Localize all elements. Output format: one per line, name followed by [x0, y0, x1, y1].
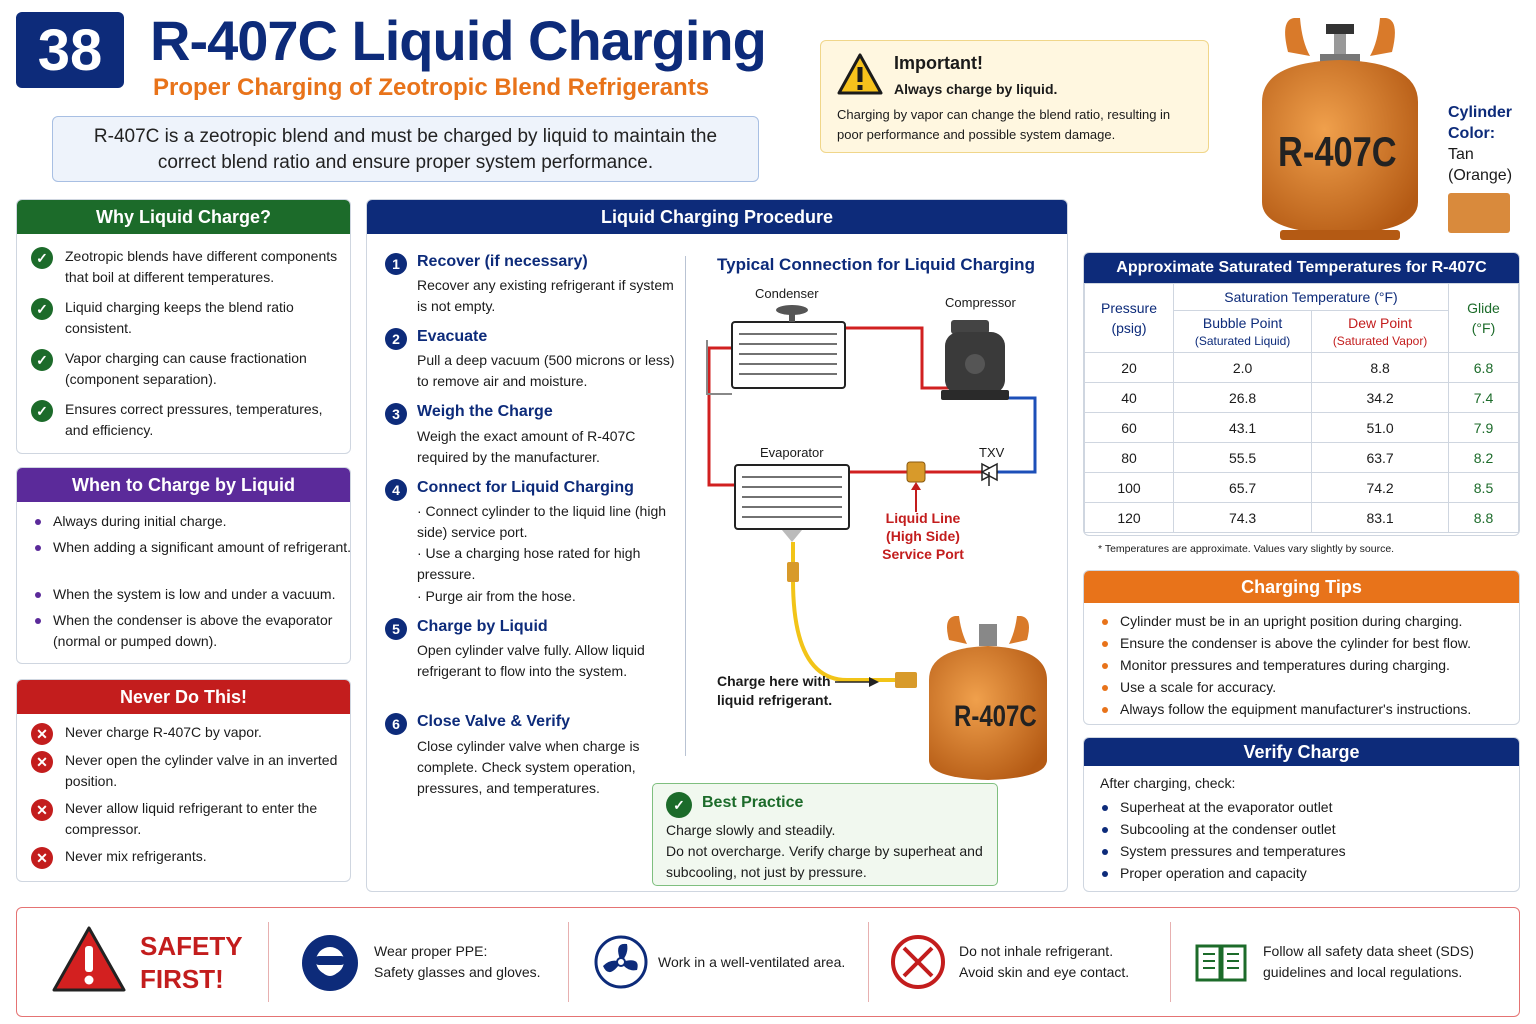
pressure-header-2: (psig) [1111, 320, 1147, 336]
glide-cell: 7.9 [1449, 413, 1519, 443]
safety-first-title [140, 930, 243, 996]
pressure-cell: 80 [1085, 443, 1174, 473]
saturation-table-row [1085, 473, 1519, 503]
best-practice-body [666, 820, 994, 883]
txv-label: TXV [979, 445, 1005, 460]
evaporator-coil [735, 465, 849, 542]
why-item: Zeotropic blends have different components that boil at different temperatures. [65, 248, 338, 285]
glide-cell: 7.4 [1449, 383, 1519, 413]
charge-here-line-1: Charge here with [717, 673, 831, 689]
why-item: Ensures correct pressures, temperatures, and efficiency. [65, 401, 323, 438]
intro-line-2: correct blend ratio and ensure proper system performance. [157, 152, 654, 173]
tips-title: Charging Tips [1084, 571, 1519, 603]
dew-header-2: (Saturated Vapor) [1332, 333, 1428, 348]
pressure-cell: 40 [1085, 383, 1174, 413]
glide-cell: 8.8 [1449, 503, 1519, 533]
step-4-bullet: · Use a charging hose rated for high pressure. [417, 545, 641, 582]
never-panel-title: Never Do This! [17, 680, 350, 714]
dew-point-cell: 63.7 [1312, 443, 1449, 473]
safety-first-bar [16, 907, 1520, 1017]
service-port-label-2: (High Side) [886, 528, 960, 544]
safety-divider [268, 922, 269, 1002]
step-2-body: Pull a deep vacuum (500 microns or less) to remove air and moisture. [417, 352, 675, 389]
saturation-table-row [1085, 413, 1519, 443]
saturation-table-row [1085, 503, 1519, 533]
pressure-cell: 120 [1085, 503, 1174, 533]
bubble-header-2: (Saturated Liquid) [1194, 333, 1291, 348]
bullet-icon [1102, 871, 1108, 877]
service-port-label-1: Liquid Line [885, 510, 961, 526]
glide-header-1: Glide [1467, 300, 1500, 316]
pressure-cell: 100 [1085, 473, 1174, 503]
ppe-line-1: Wear proper PPE: [374, 943, 488, 959]
dew-header-1: Dew Point [1348, 314, 1412, 331]
bubble-point-cell: 2.0 [1174, 353, 1312, 383]
intro-line-1: R-407C is a zeotropic blend and must be charged by liquid to maintain the [93, 126, 718, 147]
cylinder-color-heading [1448, 102, 1512, 144]
never-do-this-panel [16, 679, 351, 882]
step-4-bullet: · Connect cylinder to the liquid line (high side) service port. [417, 503, 667, 540]
step-5-body: Open cylinder valve fully. Allow liquid refrigerant to flow into the system. [417, 642, 645, 679]
glide-header-2: (°F) [1471, 320, 1496, 336]
never-item: Never allow liquid refrigerant to enter the compressor. [65, 800, 318, 837]
step-5-number: 5 [385, 618, 407, 640]
x-circle-icon: ✕ [31, 751, 53, 773]
cylinder-color-value-2: (Orange) [1448, 167, 1513, 184]
cylinder-color-value [1448, 144, 1512, 186]
pressure-header-1: Pressure [1100, 300, 1158, 316]
step-5-title: Charge by Liquid [417, 618, 548, 635]
bubble-point-cell: 55.5 [1174, 443, 1312, 473]
ventilation-text: Work in a well-ventilated area. [658, 954, 846, 970]
saturation-table-panel [1083, 252, 1520, 536]
bubble-header-1: Bubble Point [1202, 314, 1283, 331]
bullet-icon [35, 519, 41, 525]
verify-item: Proper operation and capacity [1120, 865, 1307, 881]
ppe-line-2: Safety glasses and gloves. [374, 964, 541, 980]
glide-cell: 8.2 [1449, 443, 1519, 473]
glide-cell: 8.5 [1449, 473, 1519, 503]
why-item: Vapor charging can cause fractionation (component separation). [65, 350, 307, 387]
bubble-point-cell: 65.7 [1174, 473, 1312, 503]
check-icon: ✓ [31, 349, 53, 371]
safety-divider [1170, 922, 1171, 1002]
step-4-title: Connect for Liquid Charging [417, 479, 634, 496]
sds-line-1: Follow all safety data sheet (SDS) [1263, 943, 1474, 959]
condenser-coil [732, 305, 845, 388]
charging-cylinder [929, 616, 1047, 780]
ppe-text [374, 941, 541, 983]
important-subtitle: Always charge by liquid. [894, 81, 1058, 97]
why-item: Liquid charging keeps the blend ratio consistent. [65, 299, 294, 336]
verify-title: Verify Charge [1084, 738, 1519, 766]
tip-item: Monitor pressures and temperatures during charging. [1120, 657, 1450, 673]
lesson-number-badge: 38 [16, 12, 124, 88]
pressure-cell: 60 [1085, 413, 1174, 443]
check-icon: ✓ [31, 298, 53, 320]
bubble-point-cell: 26.8 [1174, 383, 1312, 413]
check-icon: ✓ [31, 400, 53, 422]
tip-item: Cylinder must be in an upright position during charging. [1120, 613, 1463, 629]
saturation-table-title: Approximate Saturated Temperatures for R-407C [1084, 253, 1519, 283]
ventilation-fan-icon [593, 934, 649, 990]
pressure-cell: 20 [1085, 353, 1174, 383]
safety-divider [568, 922, 569, 1002]
when-item: When adding a significant amount of refrigerant. [53, 539, 352, 555]
hose-fitting [787, 562, 799, 582]
check-icon: ✓ [31, 247, 53, 269]
step-3-number: 3 [385, 403, 407, 425]
sds-book-icon [1193, 940, 1249, 984]
step-2-title: Evacuate [417, 328, 488, 345]
best-practice-line-2: Do not overcharge. Verify charge by superheat and subcooling, not just by pressure. [666, 843, 983, 880]
saturation-table [1084, 283, 1519, 533]
step-6-title: Close Valve & Verify [417, 713, 570, 730]
cylinder-label: R-407C [1278, 128, 1397, 175]
charging-tips-panel [1083, 570, 1520, 725]
tip-item: Ensure the condenser is above the cylinder for best flow. [1120, 635, 1471, 651]
bullet-icon [1102, 663, 1108, 669]
dew-point-cell: 34.2 [1312, 383, 1449, 413]
service-port-label [865, 509, 981, 563]
glide-cell: 6.8 [1449, 353, 1519, 383]
glide-header [1449, 284, 1519, 353]
suction-line [987, 398, 1035, 472]
safety-title-1: SAFETY [140, 931, 243, 961]
intro-box [52, 116, 759, 182]
bullet-icon [35, 618, 41, 624]
saturation-temp-header: Saturation Temperature (°F) [1174, 284, 1449, 311]
saturation-table-row [1085, 383, 1519, 413]
page-subtitle: Proper Charging of Zeotropic Blend Refrigerants [153, 74, 710, 101]
bullet-icon [1102, 641, 1108, 647]
step-3-body: Weigh the exact amount of R-407C required by the manufacturer. [417, 428, 636, 465]
step-1-body: Recover any existing refrigerant if system is not empty. [417, 277, 674, 314]
service-port-label-3: Service Port [882, 546, 964, 562]
safety-title-2: FIRST! [140, 964, 224, 994]
important-body: Charging by vapor can change the blend ratio, resulting in poor performance and possible system damage. [837, 107, 1171, 142]
saturation-table-row [1085, 443, 1519, 473]
verify-item: Subcooling at the condenser outlet [1120, 821, 1336, 837]
discharge-line [845, 328, 949, 388]
tip-item: Always follow the equipment manufacturer's instructions. [1120, 701, 1472, 717]
dew-point-header [1312, 311, 1449, 353]
table-note: * Temperatures are approximate. Values vary slightly by source. [1098, 543, 1395, 555]
check-icon: ✓ [666, 792, 692, 818]
charge-here-line-2: liquid refrigerant. [717, 692, 833, 708]
compressor-unit [941, 320, 1009, 400]
liquid-charging-procedure-panel [366, 199, 1068, 892]
when-panel-title: When to Charge by Liquid [17, 468, 350, 502]
sds-line-2: guidelines and local regulations. [1263, 964, 1463, 980]
x-circle-icon: ✕ [31, 723, 53, 745]
never-item: Never open the cylinder valve in an inverted position. [65, 752, 338, 789]
step-4-bullet: · Purge air from the hose. [417, 588, 576, 604]
never-item: Never charge R-407C by vapor. [65, 724, 262, 740]
bullet-icon [1102, 619, 1108, 625]
step-6-body: Close cylinder valve when charge is complete. Check system operation, pressures, and temperatures. [417, 738, 640, 796]
why-liquid-charge-panel [16, 199, 351, 454]
bubble-point-header [1174, 311, 1312, 353]
diagram-title: Typical Connection for Liquid Charging [717, 255, 1035, 274]
liquid-line-service-port [907, 462, 925, 512]
dew-point-cell: 51.0 [1312, 413, 1449, 443]
sds-text [1263, 941, 1474, 983]
evaporator-label: Evaporator [760, 445, 824, 460]
x-circle-icon: ✕ [31, 799, 53, 821]
bullet-icon [35, 592, 41, 598]
bubble-point-cell: 74.3 [1174, 503, 1312, 533]
verify-charge-panel [1083, 737, 1520, 892]
page-title: R-407C Liquid Charging [150, 9, 766, 72]
procedure-panel-title: Liquid Charging Procedure [367, 200, 1067, 234]
warning-icon [837, 53, 883, 95]
bullet-icon [35, 545, 41, 551]
when-item: Always during initial charge. [53, 513, 227, 529]
bullet-icon [1102, 707, 1108, 713]
when-item: When the condenser is above the evaporator (normal or pumped down). [53, 612, 333, 649]
dew-point-cell: 8.8 [1312, 353, 1449, 383]
important-callout [820, 40, 1209, 153]
condenser-label: Condenser [755, 286, 819, 301]
when-to-charge-panel [16, 467, 351, 664]
cylinder-color-value-1: Tan [1448, 146, 1474, 163]
never-item: Never mix refrigerants. [65, 848, 207, 864]
step-6-number: 6 [385, 713, 407, 735]
verify-item: Superheat at the evaporator outlet [1120, 799, 1333, 815]
bullet-icon [1102, 685, 1108, 691]
compressor-label: Compressor [945, 295, 1016, 310]
best-practice-line-1: Charge slowly and steadily. [666, 822, 836, 838]
bullet-icon [1102, 827, 1108, 833]
small-cylinder-label: R-407C [954, 700, 1037, 733]
step-2-number: 2 [385, 328, 407, 350]
bullet-icon [1102, 849, 1108, 855]
x-circle-icon: ✕ [31, 847, 53, 869]
saturation-table-row [1085, 353, 1519, 383]
tip-item: Use a scale for accuracy. [1120, 679, 1277, 695]
verify-item: System pressures and temperatures [1120, 843, 1346, 859]
bullet-icon [1102, 805, 1108, 811]
dew-point-cell: 74.2 [1312, 473, 1449, 503]
safety-goggles-icon [301, 934, 359, 992]
cylinder-color-swatch [1448, 193, 1510, 233]
no-inhale-icon [890, 934, 946, 990]
cylinder-color-label-2: Color: [1448, 125, 1496, 142]
best-practice-box [652, 783, 998, 886]
best-practice-title: Best Practice [702, 794, 804, 811]
inhale-line-1: Do not inhale refrigerant. [959, 943, 1114, 959]
charge-here-label [717, 672, 832, 710]
procedure-divider [685, 256, 686, 756]
step-3-title: Weigh the Charge [417, 403, 553, 420]
step-1-number: 1 [385, 253, 407, 275]
step-1-title: Recover (if necessary) [417, 253, 588, 270]
dew-point-cell: 83.1 [1312, 503, 1449, 533]
bubble-point-cell: 43.1 [1174, 413, 1312, 443]
danger-warning-icon [51, 924, 127, 994]
step-4-number: 4 [385, 479, 407, 501]
safety-divider [868, 922, 869, 1002]
verify-intro: After charging, check: [1100, 775, 1236, 791]
cylinder-color-label-1: Cylinder [1448, 104, 1513, 121]
why-panel-title: Why Liquid Charge? [17, 200, 350, 234]
inhale-line-2: Avoid skin and eye contact. [959, 964, 1130, 980]
when-item: When the system is low and under a vacuum. [53, 586, 336, 602]
hose-fitting [895, 672, 917, 688]
inhale-text [959, 941, 1129, 983]
pressure-header [1085, 284, 1174, 353]
txv-valve [982, 464, 997, 486]
important-title: Important! [894, 53, 983, 73]
